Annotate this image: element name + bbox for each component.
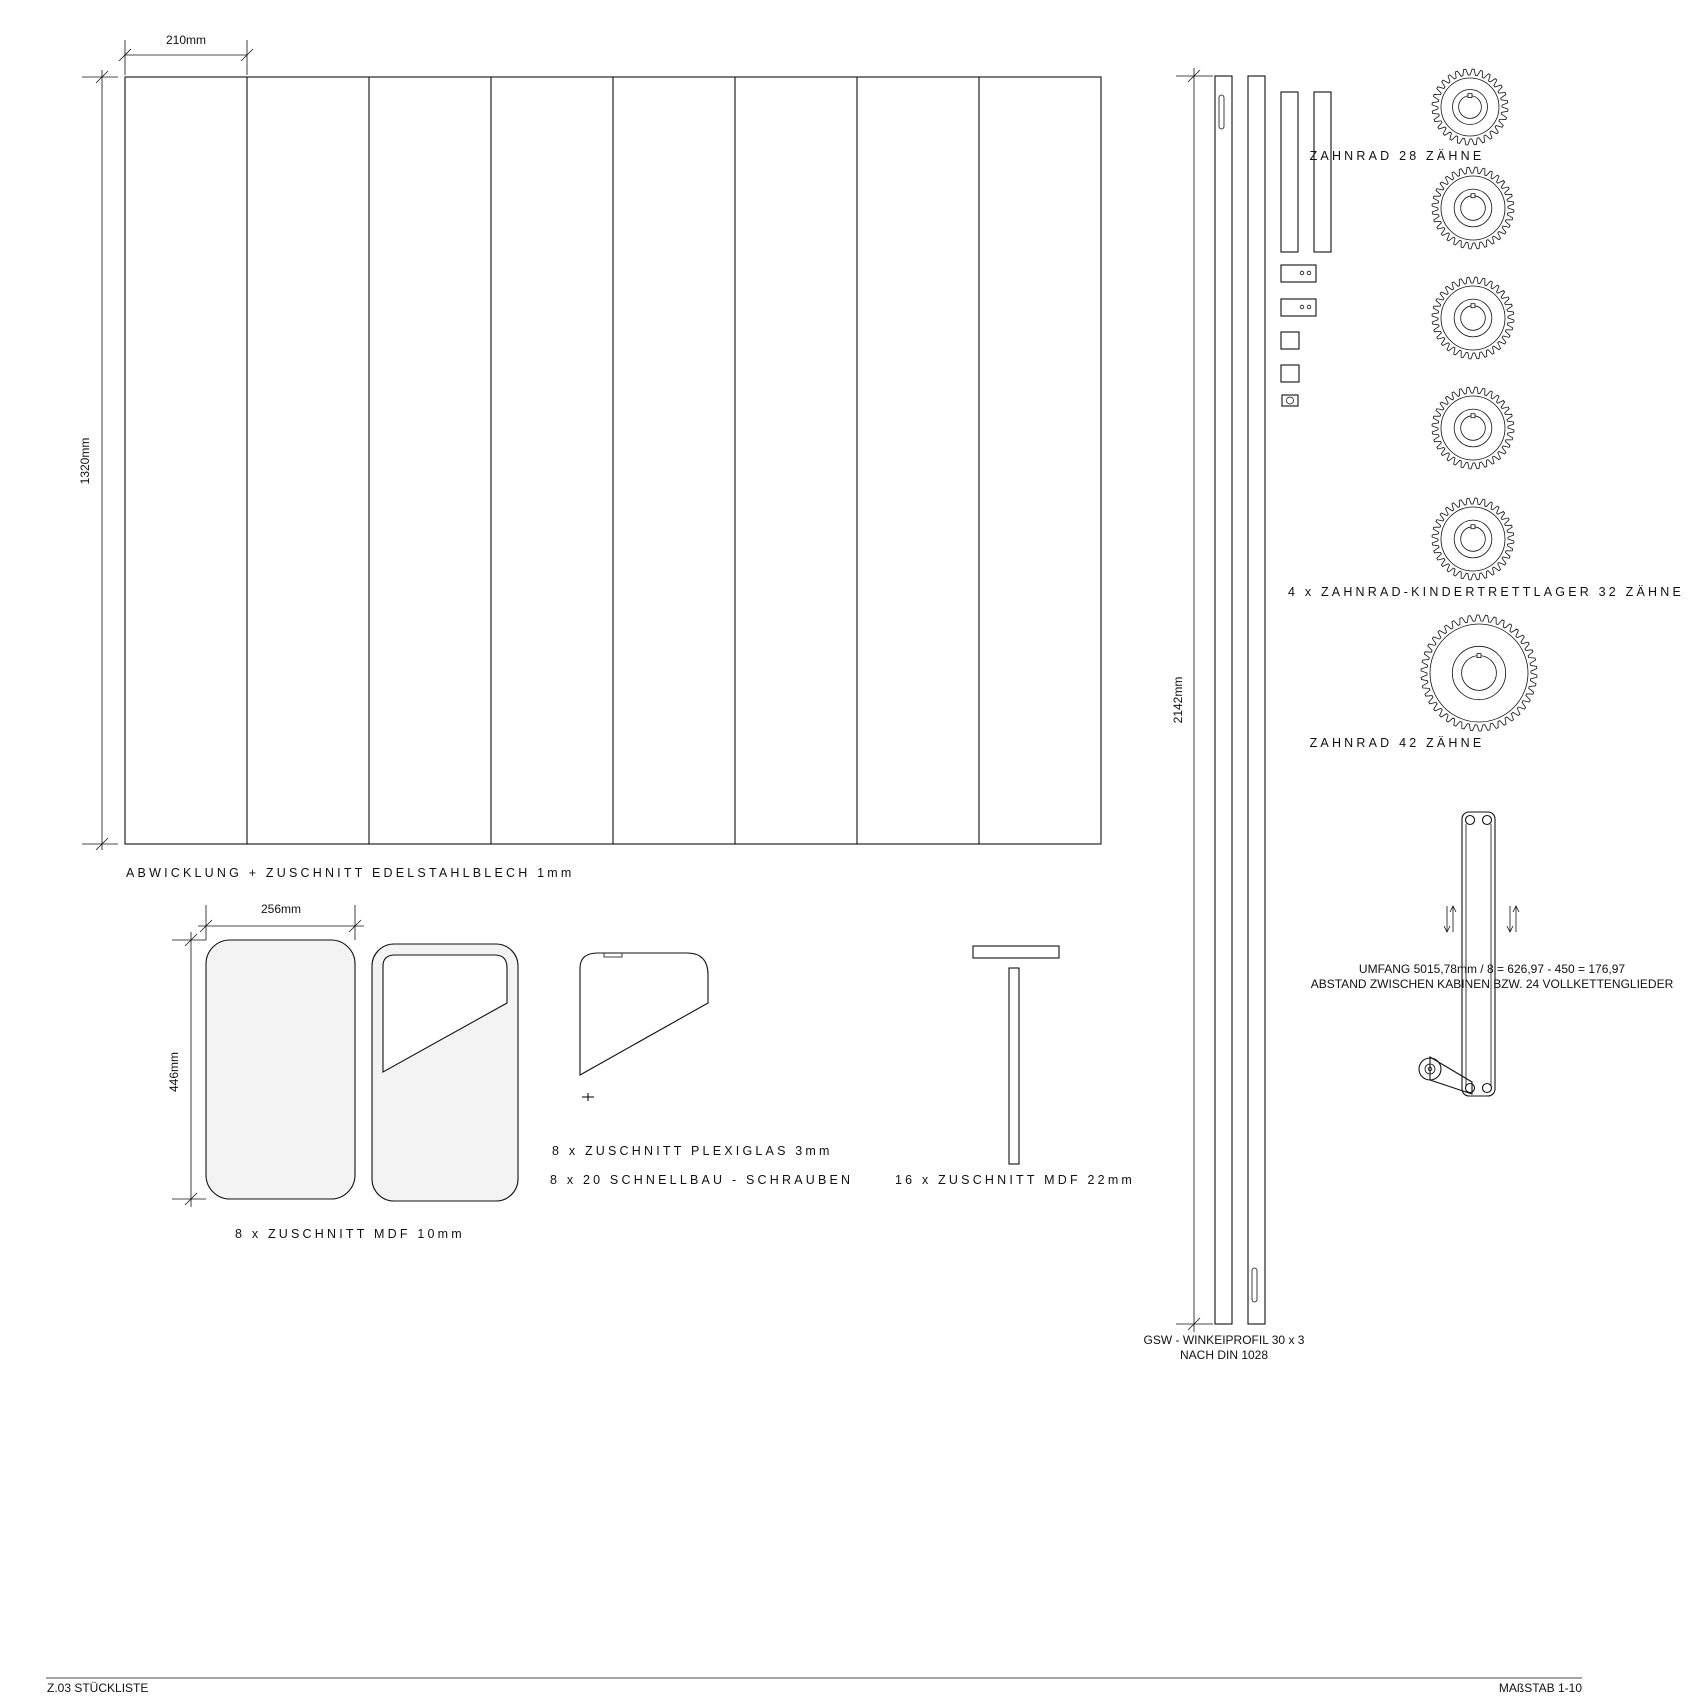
gear-42-teeth [1421,615,1537,731]
gear32-label: 4 x ZAHNRAD-KINDERTRETTLAGER 32 ZÄHNE [1288,585,1684,599]
chain-note-2: ABSTAND ZWISCHEN KABINEN BZW. 24 VOLLKETTENGLIEDER [1310,977,1674,991]
plexi-caption: 8 x ZUSCHNITT PLEXIGLAS 3mm [552,1144,833,1158]
mdf22-part [895,946,1135,1187]
mdf-panel-solid [206,940,355,1199]
gear-28-teeth [1432,69,1508,145]
profile-caption-2: NACH DIN 1028 [1179,1348,1269,1362]
mdf10-width-label: 256mm [260,902,302,916]
profile-bar-2 [1248,76,1265,1324]
profile-slot-1 [1219,95,1224,129]
small-parts [1281,92,1331,406]
chain-loop [1462,812,1495,1096]
plexi-tab [604,953,622,957]
width-dimension [119,33,253,75]
mdf10-caption: 8 x ZUSCHNITT MDF 10mm [235,1227,465,1241]
chain-drive [1311,812,1674,1096]
gear-32-teeth [1432,167,1514,249]
sheet-metal-development [78,33,1101,880]
chain-note-1: UMFANG 5015,78mm / 8 = 626,97 - 450 = 176,97 [1358,962,1626,976]
strip-1 [1281,92,1298,252]
mdf22-side-view [1009,968,1019,1164]
direction-arrows [1444,906,1519,932]
height-dimension [78,70,118,850]
strip-2 [1314,92,1331,252]
square-plate-1 [1281,332,1299,349]
profile-bar-1 [1215,76,1232,1324]
profile-slot-2 [1252,1268,1257,1302]
gear42-label: ZAHNRAD 42 ZÄHNE [1309,736,1485,750]
sprocket-top-right [1483,816,1492,825]
sheet-title: Z.03 STÜCKLISTE [47,1681,149,1695]
mdf22-top-view [973,946,1059,958]
sprocket-bottom-left [1466,1084,1475,1093]
sprocket-top-left [1466,816,1475,825]
height-label: 1320mm [78,437,92,485]
angle-profile [1144,68,1305,1362]
sheet-metal-caption: ABWICKLUNG + ZUSCHNITT EDELSTAHLBLECH 1mm [126,866,575,880]
profile-caption-1: GSW - WINKEIPROFIL 30 x 3 [1143,1333,1305,1347]
mdf10-height-dimension [167,932,206,1207]
panel-dividers [247,77,979,844]
gear-32-teeth [1432,277,1514,359]
gear28-label: ZAHNRAD 28 ZÄHNE [1309,149,1485,163]
width-label: 210mm [165,33,207,47]
sprocket-bottom-right [1483,1084,1492,1093]
mdf10-height-label: 446mm [167,1051,181,1093]
plexiglas-part [550,953,853,1187]
mdf10-width-dimension [198,902,364,940]
profile-length-label: 2142mm [1171,676,1185,724]
gears [1421,69,1537,731]
gear-32-teeth [1432,498,1514,580]
mdf22-caption: 16 x ZUSCHNITT MDF 22mm [895,1173,1136,1187]
mdf10-panels [167,902,518,1241]
square-plate-2 [1281,365,1299,382]
screws-caption: 8 x 20 SCHNELLBAU - SCHRAUBEN [550,1173,854,1187]
sheet-scale: MAßSTAB 1-10 [1498,1681,1582,1695]
gear-32-teeth [1432,387,1514,469]
title-block [46,1678,1582,1695]
plexi-outline [580,953,708,1075]
profile-length-dimension [1171,68,1213,1332]
